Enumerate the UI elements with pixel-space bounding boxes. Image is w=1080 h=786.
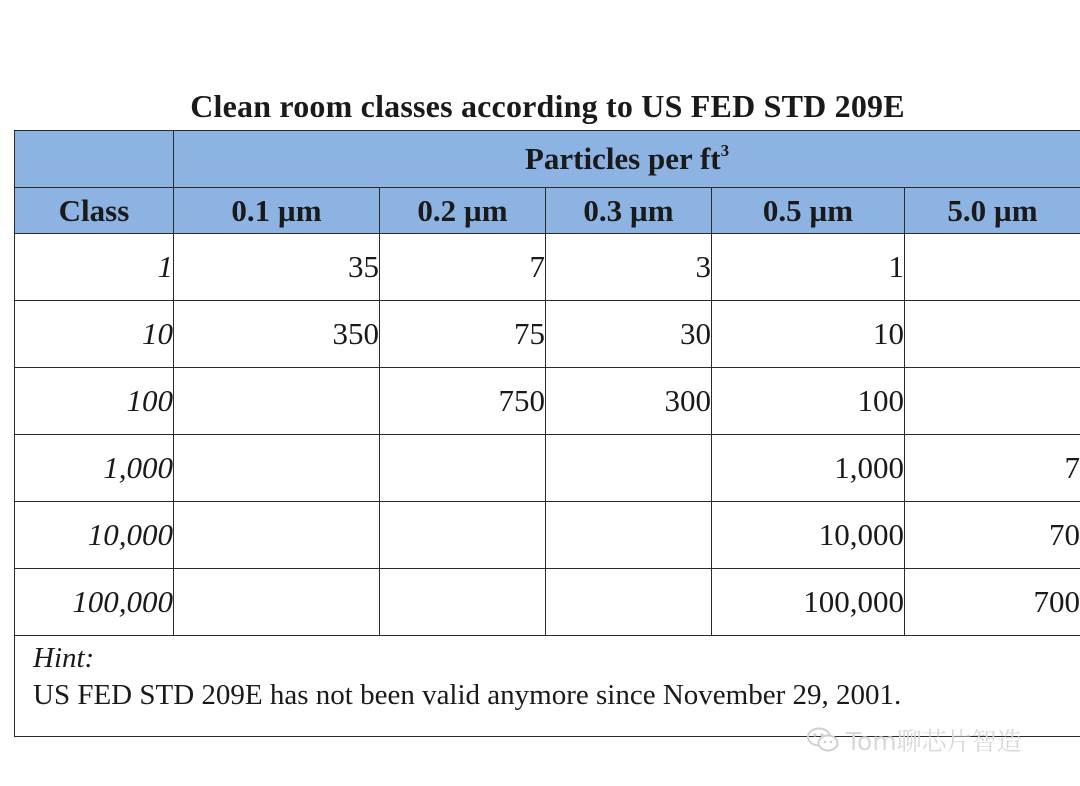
group-header-row xyxy=(15,131,1080,188)
table-cell: 1,000 xyxy=(712,435,905,502)
table-cell: 10,000 xyxy=(712,502,905,569)
table-cell: 30 xyxy=(546,301,712,368)
column-header-0-5um: 0.5 µm xyxy=(712,188,905,234)
class-cell: 10 xyxy=(15,301,174,368)
table-cell: 70 xyxy=(905,502,1080,569)
table-cell: 10 xyxy=(712,301,905,368)
watermark xyxy=(806,722,1022,758)
table-cell xyxy=(905,368,1080,435)
particles-header xyxy=(174,131,1080,188)
table-cell: 100,000 xyxy=(712,569,905,636)
hint-text: US FED STD 209E has not been valid anymore since November 29, 2001. xyxy=(33,679,902,711)
table-cell: 700 xyxy=(905,569,1080,636)
column-header-5-0um: 5.0 µm xyxy=(905,188,1080,234)
table-cell: 3 xyxy=(546,234,712,301)
table-row xyxy=(15,368,1080,435)
table-row xyxy=(15,234,1080,301)
class-cell: 100 xyxy=(15,368,174,435)
table-cell: 35 xyxy=(174,234,380,301)
column-header-0-1um: 0.1 µm xyxy=(174,188,380,234)
class-cell: 1 xyxy=(15,234,174,301)
table-cell: 300 xyxy=(546,368,712,435)
table-cell: 7 xyxy=(380,234,546,301)
table-cell xyxy=(174,502,380,569)
table-row xyxy=(15,502,1080,569)
column-header-0-3um: 0.3 µm xyxy=(546,188,712,234)
table-cell xyxy=(380,569,546,636)
watermark-text: Tom聊芯片智造 xyxy=(846,727,1022,756)
table-cell: 7 xyxy=(905,435,1080,502)
table-cell xyxy=(546,435,712,502)
table-cell xyxy=(546,569,712,636)
column-header-0-2um: 0.2 µm xyxy=(380,188,546,234)
table-cell xyxy=(905,234,1080,301)
table-cell: 350 xyxy=(174,301,380,368)
clean-room-classes-table xyxy=(14,130,1080,737)
table-row xyxy=(15,301,1080,368)
table-cell xyxy=(380,435,546,502)
table-cell xyxy=(174,435,380,502)
corner-header-cell xyxy=(15,131,174,188)
table-cell xyxy=(174,368,380,435)
hint-label: Hint: xyxy=(33,642,95,674)
table-row xyxy=(15,569,1080,636)
table-cell: 750 xyxy=(380,368,546,435)
table-cell: 1 xyxy=(712,234,905,301)
class-cell: 100,000 xyxy=(15,569,174,636)
class-cell: 10,000 xyxy=(15,502,174,569)
table-cell xyxy=(174,569,380,636)
table-cell xyxy=(380,502,546,569)
wechat-icon xyxy=(806,726,840,754)
column-header-class: Class xyxy=(15,188,174,234)
column-header-row xyxy=(15,188,1080,234)
table-title: Clean room classes according to US FED STD 209E xyxy=(190,88,905,124)
particles-header-exponent: 3 xyxy=(720,141,730,160)
table-cell xyxy=(905,301,1080,368)
class-cell: 1,000 xyxy=(15,435,174,502)
table-cell xyxy=(546,502,712,569)
table-cell: 100 xyxy=(712,368,905,435)
table-row xyxy=(15,435,1080,502)
particles-header-label: Particles per ft xyxy=(524,141,721,176)
table-cell: 75 xyxy=(380,301,546,368)
